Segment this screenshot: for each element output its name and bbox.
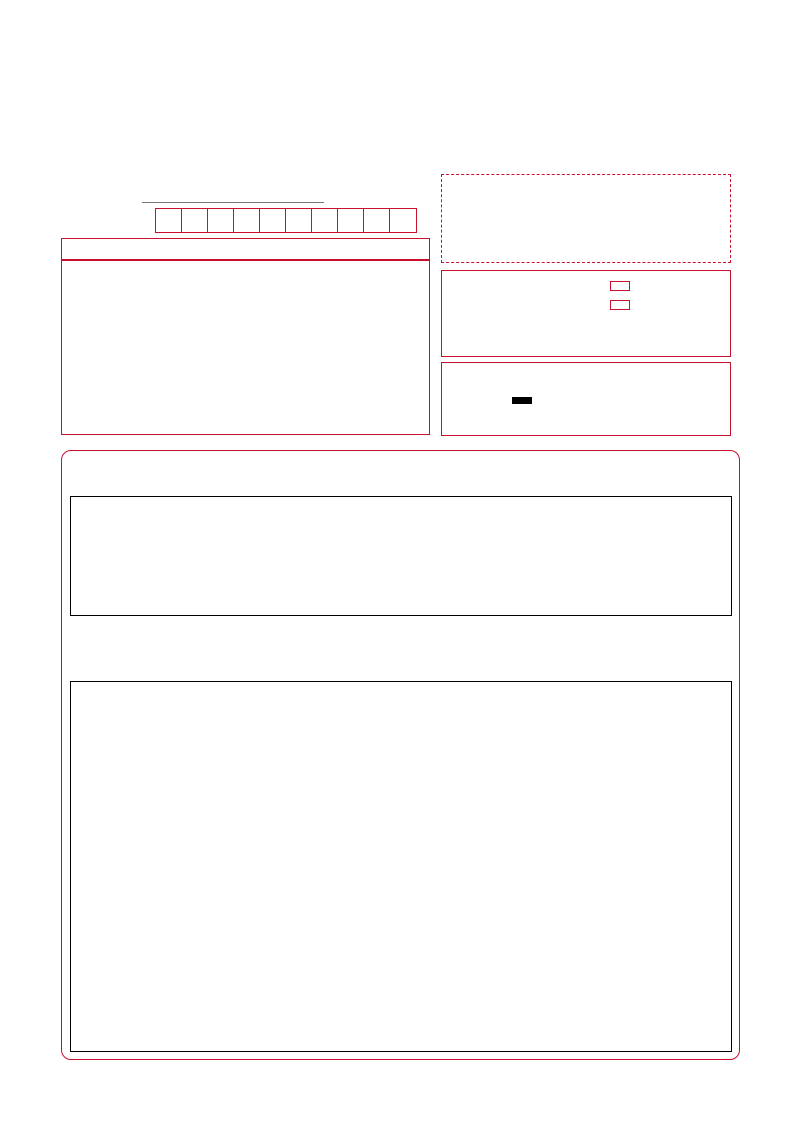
exam-id-boxes[interactable] [155,208,417,233]
absent-mark-box[interactable] [610,281,630,291]
id-digit-box[interactable] [286,209,312,232]
id-digit-box[interactable] [364,209,390,232]
id-digit-box[interactable] [390,209,416,232]
id-digit-box[interactable] [312,209,338,232]
id-digit-box[interactable] [182,209,208,232]
notice-title [61,238,430,260]
violation-mark-box[interactable] [610,300,630,310]
essay-answer-box[interactable] [70,681,732,1052]
fill-sample-box [441,362,731,436]
id-digit-box[interactable] [234,209,260,232]
proctor-only-box [441,270,731,357]
barcode-area [441,174,731,263]
correct-fill-sample [512,397,532,404]
name-field[interactable] [142,202,324,203]
notice-box [61,260,430,435]
id-digit-box[interactable] [156,209,182,232]
top-timing-marks [52,38,749,51]
multiple-choice-box [70,496,732,616]
id-digit-box[interactable] [338,209,364,232]
id-digit-box[interactable] [208,209,234,232]
id-digit-box[interactable] [260,209,286,232]
